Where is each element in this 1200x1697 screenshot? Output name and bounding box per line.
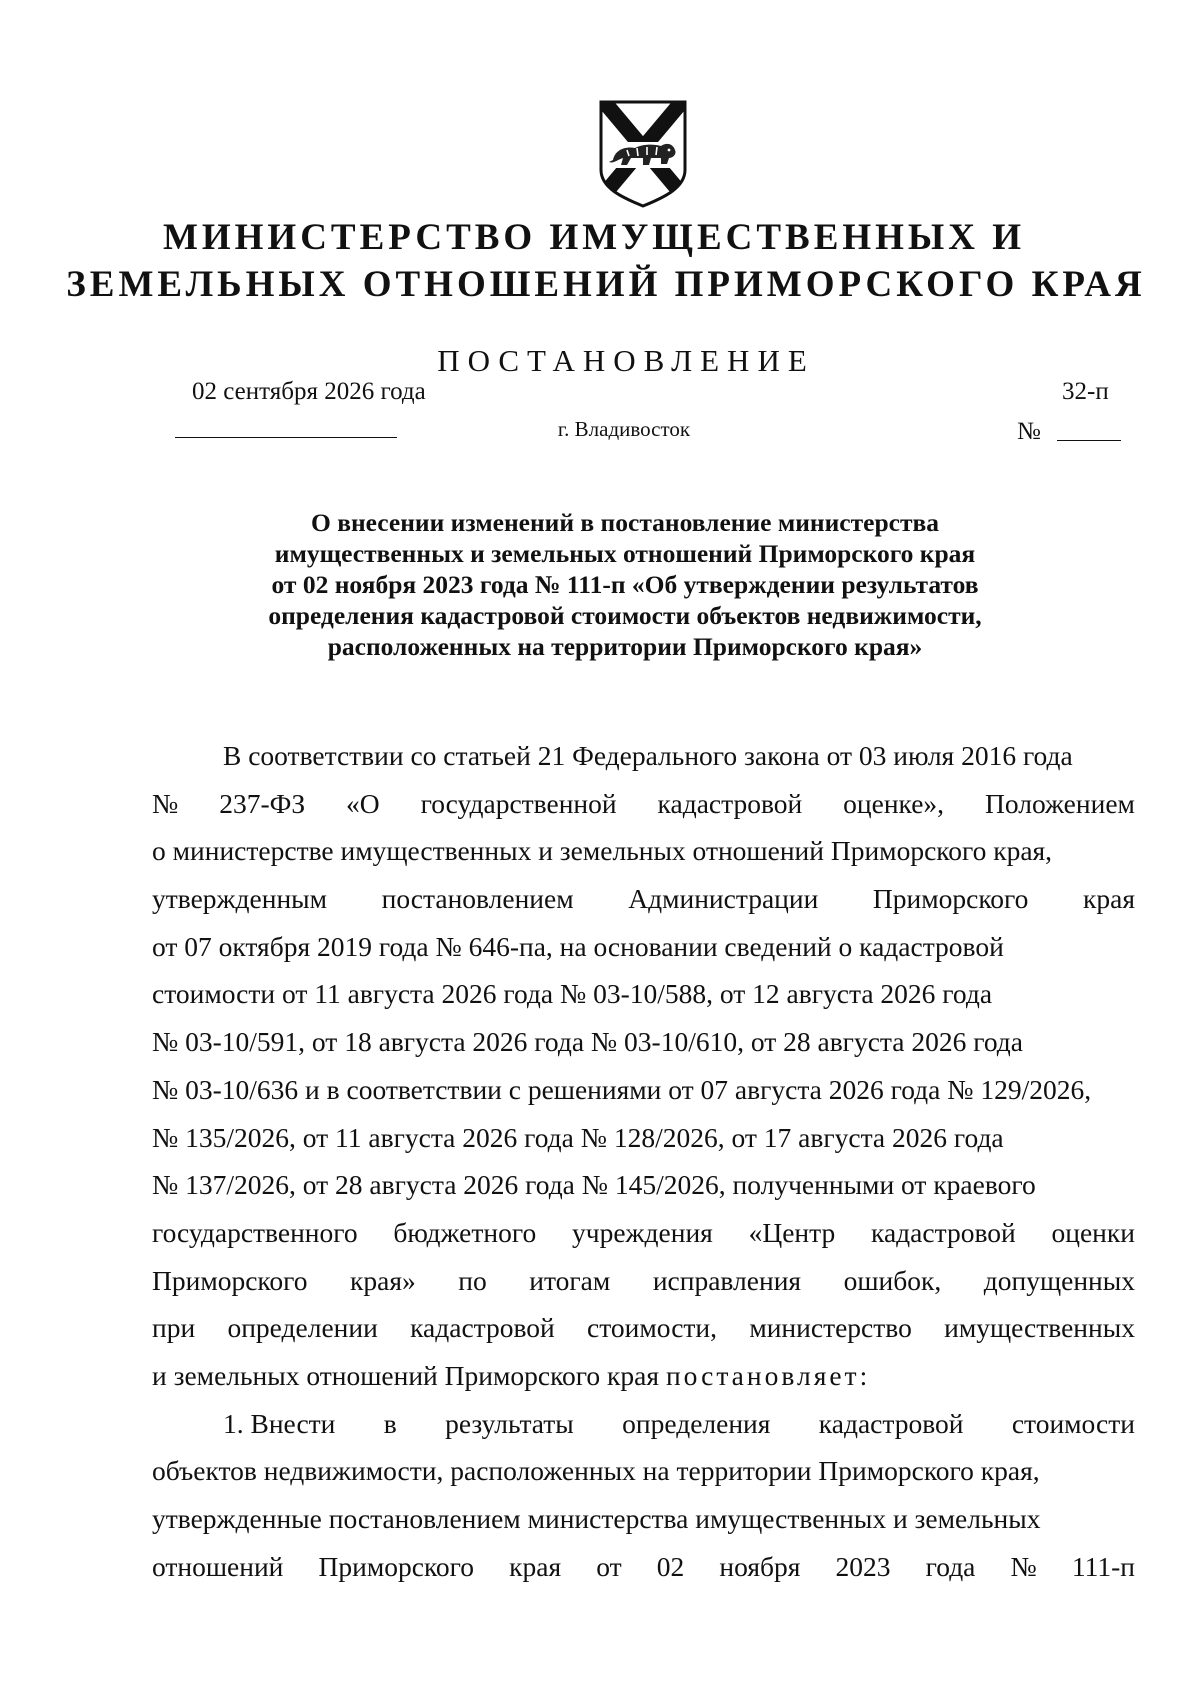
body-word: стоимости от 11 августа 2026 года № 03-10/588, от 12 августа 2026 года [152, 978, 993, 1010]
number-underline [1057, 440, 1121, 441]
body-word: № [152, 787, 179, 819]
document-number: 32-п [1062, 378, 1109, 405]
document-date: 02 сентября 2026 года [192, 378, 426, 405]
document-city: г. Владивосток [557, 417, 691, 441]
body-word: утвержденным [152, 883, 328, 915]
body-word: объектов недвижимости, расположенных на территории Приморского края, [152, 1455, 1040, 1487]
body-line [152, 1161, 1135, 1209]
body-word: по [458, 1264, 487, 1296]
primorsky-krai-coat-of-arms-icon [597, 98, 689, 210]
body-word: 1. Внести [223, 1407, 336, 1439]
body-word: № [1010, 1550, 1037, 1582]
body-line [152, 875, 1135, 923]
body-word: края [1083, 883, 1135, 915]
body-line [152, 732, 1135, 780]
body-word: кадастровой [410, 1312, 555, 1344]
body-line [152, 1114, 1135, 1162]
body-line [152, 1352, 1135, 1400]
body-line [152, 1447, 1135, 1495]
body-line [152, 780, 1135, 828]
body-word: Приморского [318, 1550, 475, 1582]
body-word: года [925, 1550, 976, 1582]
resolution-keyword: постановляет: [665, 1359, 871, 1391]
body-word: Положением [985, 787, 1135, 819]
body-word: В соответствии со статьей 21 Федерального закона от 03 июля 2016 года [223, 740, 1073, 771]
body-word: от 07 октября 2019 года № 646-па, на основании сведений о кадастровой [152, 930, 1004, 962]
body-word: № 137/2026, от 28 августа 2026 года № 145/2026, полученными от краевого [152, 1169, 1036, 1201]
body-line [152, 1209, 1135, 1257]
body-word: государственной [420, 787, 617, 819]
title-line: имущественных и земельных отношений Приморского края [274, 539, 976, 568]
body-word: отношений [152, 1550, 284, 1582]
body-line [152, 1257, 1135, 1305]
ministry-name-line1: МИНИСТЕРСТВО ИМУЩЕСТВЕННЫХ И [162, 217, 1026, 258]
title-line: определения кадастровой стоимости объектов недвижимости, [268, 601, 982, 630]
body-word: ноября [719, 1550, 801, 1582]
body-word: ошибок, [843, 1264, 942, 1296]
body-word: от [596, 1550, 622, 1582]
body-word: 2023 [835, 1550, 891, 1582]
number-sign: № [1017, 418, 1041, 445]
body-word: кадастровой [657, 787, 803, 819]
body-word: «О [346, 787, 380, 819]
body-word: № 03-10/636 и в соответствии с решениями от 07 августа 2026 года № 129/2026, [152, 1073, 1092, 1105]
body-word: № 135/2026, от 11 августа 2026 года № 128/2026, от 17 августа 2026 года [152, 1121, 1004, 1153]
body-word: «Центр [748, 1216, 836, 1248]
body-word: края [509, 1550, 562, 1582]
body-word: допущенных [983, 1264, 1135, 1296]
document-body [152, 732, 1135, 1590]
document-title [0, 507, 1200, 662]
body-word: 237-ФЗ [219, 787, 306, 819]
body-word: бюджетного [393, 1216, 537, 1248]
body-word: определении [227, 1312, 378, 1344]
body-word: исправления [652, 1264, 802, 1296]
title-line: расположенных на территории Приморского края» [327, 632, 923, 661]
body-word: учреждения [572, 1216, 713, 1248]
body-word: № 03-10/591, от 18 августа 2026 года № 03-10/610, от 28 августа 2026 года [152, 1026, 1023, 1058]
body-word: постановлением [381, 883, 574, 915]
body-word: стоимости [1011, 1407, 1135, 1439]
body-line [152, 827, 1135, 875]
body-word: оценке», [843, 787, 945, 819]
body-word: государственного [152, 1216, 358, 1248]
body-word: 02 [656, 1550, 685, 1582]
body-line [152, 1400, 1135, 1448]
title-line: О внесении изменений в постановление министерства [310, 508, 940, 537]
body-line [152, 1543, 1135, 1591]
body-word: Администрации [628, 883, 819, 915]
body-line [152, 1495, 1135, 1543]
body-word: оценки [1051, 1216, 1135, 1248]
title-line: от 02 ноября 2023 года № 111-п «Об утверждении результатов [271, 570, 979, 599]
body-word: утвержденные постановлением министерства имущественных и земельных [152, 1503, 1041, 1534]
body-line [152, 970, 1135, 1018]
body-line [152, 1304, 1135, 1352]
body-word: кадастровой [818, 1407, 964, 1439]
body-word: края» [350, 1264, 416, 1296]
document-type-heading: ПОСТАНОВЛЕНИЕ [437, 343, 815, 378]
body-line [152, 1018, 1135, 1066]
body-word: стоимости, [587, 1312, 718, 1344]
body-word: Приморского [152, 1264, 308, 1296]
body-word: при [152, 1312, 196, 1344]
body-word: Приморского [872, 883, 1029, 915]
body-word: 111-п [1071, 1550, 1135, 1582]
body-line [152, 923, 1135, 971]
body-line [152, 1066, 1135, 1114]
body-text: и земельных отношений Приморского края [152, 1359, 659, 1391]
body-word: кадастровой [871, 1216, 1016, 1248]
body-word: министерство [749, 1312, 912, 1344]
body-word: результаты [445, 1407, 574, 1439]
body-word: о министерстве имущественных и земельных отношений Приморского края, [152, 835, 1053, 867]
body-word: определения [622, 1407, 771, 1439]
body-word: итогам [529, 1264, 611, 1296]
body-word: в [383, 1407, 397, 1439]
body-word: имущественных [944, 1312, 1135, 1344]
ministry-name-line2: ЗЕМЕЛЬНЫХ ОТНОШЕНИЙ ПРИМОРСКОГО КРАЯ [66, 264, 1146, 305]
